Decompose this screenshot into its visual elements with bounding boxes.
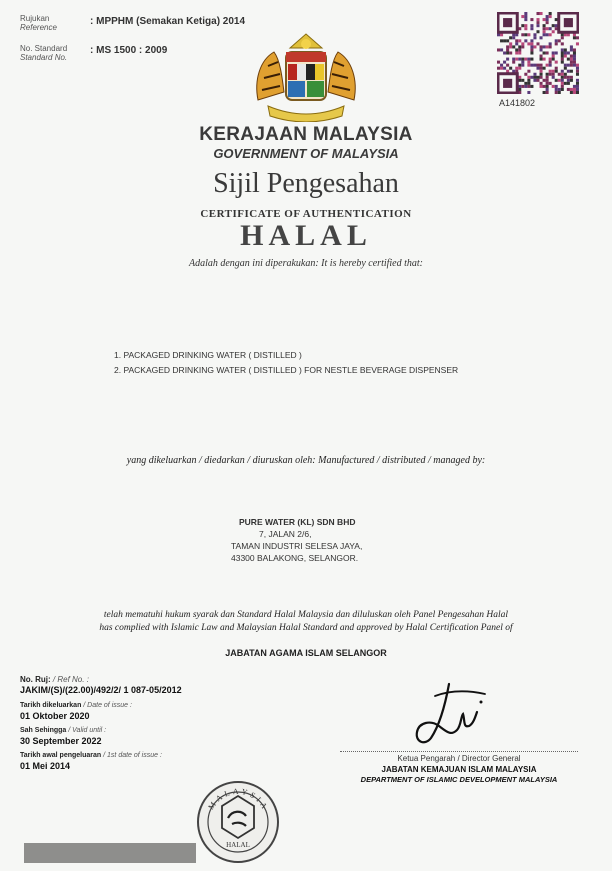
qr-module — [555, 42, 558, 45]
qr-module — [512, 58, 515, 61]
certificate-title-ms: Sijil Pengesahan — [213, 168, 399, 199]
qr-module — [527, 91, 530, 94]
qr-module — [524, 82, 527, 85]
qr-module — [512, 61, 515, 64]
qr-module — [552, 85, 555, 88]
qr-module — [515, 67, 518, 70]
qr-module — [506, 48, 509, 51]
qr-module — [576, 91, 579, 94]
qr-module — [521, 85, 524, 88]
valid-until: 30 September 2022 — [20, 736, 102, 746]
compliance-statement: telah mematuhi hukum syarak dan Standard Halal Malaysia dan diluluskan oleh Panel Pengesahan Halal has complied with Islamic Law and Malaysian Halal Standard and approved by Halal Certification Panel of — [99, 610, 513, 633]
qr-module — [561, 55, 564, 58]
ref-number: JAKIM/(S)/(22.00)/492/2/ 1 087-05/2012 — [20, 685, 182, 695]
certify-line: Adalah dengan ini diperakukan: It is hereby certified that: — [188, 258, 424, 269]
qr-module — [543, 85, 546, 88]
qr-module — [567, 82, 570, 85]
qr-module — [536, 18, 539, 21]
qr-module — [576, 73, 579, 76]
qr-module — [561, 61, 564, 64]
qr-module — [576, 79, 579, 82]
qr-module — [521, 15, 524, 18]
qr-module — [552, 70, 555, 73]
qr-module — [503, 39, 506, 42]
qr-module — [524, 15, 527, 18]
certificate-title-en: CERTIFICATE OF AUTHENTICATION — [200, 208, 412, 220]
qr-module — [573, 48, 576, 51]
qr-module — [533, 45, 536, 48]
qr-module — [536, 24, 539, 27]
qr-module — [533, 79, 536, 82]
qr-module — [524, 12, 527, 15]
qr-module — [561, 58, 564, 61]
qr-module — [521, 64, 524, 67]
qr-module — [530, 85, 533, 88]
qr-module — [570, 58, 573, 61]
footer-bar — [24, 843, 196, 863]
halal-title: HALAL — [240, 219, 372, 252]
qr-module — [567, 88, 570, 91]
qr-module — [536, 42, 539, 45]
qr-module — [543, 33, 546, 36]
qr-module — [570, 48, 573, 51]
qr-module — [500, 39, 503, 42]
company-block — [231, 516, 362, 564]
qr-module — [540, 64, 543, 67]
qr-module — [521, 24, 524, 27]
qr-module — [570, 55, 573, 58]
qr-module — [549, 70, 552, 73]
qr-module — [533, 36, 536, 39]
qr-module — [549, 42, 552, 45]
qr-module — [527, 33, 530, 36]
qr-module — [506, 64, 509, 67]
qr-module — [561, 85, 564, 88]
qr-module — [536, 64, 539, 67]
qr-module — [512, 36, 515, 39]
qr-module — [518, 51, 521, 54]
qr-module — [546, 21, 549, 24]
qr-module — [543, 45, 546, 48]
qr-module — [546, 85, 549, 88]
qr-module — [570, 88, 573, 91]
qr-module — [570, 79, 573, 82]
rujukan-label: Rujukan Reference — [20, 14, 57, 32]
qr-serial: A141802 — [499, 98, 536, 108]
qr-module — [546, 27, 549, 30]
qr-module — [546, 51, 549, 54]
qr-module — [521, 61, 524, 64]
qr-module — [512, 45, 515, 48]
date-of-issue: 01 Oktober 2020 — [20, 711, 90, 721]
qr-module — [570, 70, 573, 73]
qr-module — [549, 58, 552, 61]
qr-module — [555, 79, 558, 82]
qr-module — [573, 61, 576, 64]
qr-module — [561, 79, 564, 82]
qr-module — [536, 76, 539, 79]
qr-module — [540, 67, 543, 70]
qr-module — [552, 51, 555, 54]
qr-module — [540, 55, 543, 58]
qr-module — [518, 58, 521, 61]
qr-module — [543, 24, 546, 27]
qr-module — [530, 39, 533, 42]
halal-logo-word: HALAL — [226, 841, 250, 849]
qr-module — [527, 79, 530, 82]
qr-module — [527, 58, 530, 61]
signatory-dept-en: DEPARTMENT OF ISLAMIC DEVELOPMENT MALAYSIA — [360, 775, 558, 784]
qr-module — [552, 55, 555, 58]
qr-module — [564, 82, 567, 85]
qr-module — [555, 70, 558, 73]
qr-module — [570, 61, 573, 64]
qr-module — [546, 64, 549, 67]
company-name: PURE WATER (KL) SDN BHD — [239, 517, 356, 527]
qr-module — [540, 48, 543, 51]
qr-module — [573, 64, 576, 67]
gov-title-ms: KERAJAAN MALAYSIA — [199, 124, 413, 145]
qr-module — [503, 61, 506, 64]
qr-module — [555, 67, 558, 70]
signatory-title: Ketua Pengarah / Director General — [397, 754, 521, 763]
halal-logo-ring-text: MALAYSIA — [206, 786, 271, 813]
qr-module — [546, 15, 549, 18]
qr-module — [546, 18, 549, 21]
qr-module — [573, 88, 576, 91]
qr-module — [515, 48, 518, 51]
qr-module — [533, 33, 536, 36]
qr-module — [543, 30, 546, 33]
qr-module — [540, 73, 543, 76]
qr-module — [503, 67, 506, 70]
qr-module — [573, 85, 576, 88]
qr-module — [564, 67, 567, 70]
qr-module — [546, 45, 549, 48]
qr-module — [576, 70, 579, 73]
qr-module — [509, 45, 512, 48]
director-signature — [405, 676, 505, 748]
qr-module — [497, 67, 500, 70]
qr-module — [527, 64, 530, 67]
coat-of-arms-emblem — [250, 30, 362, 122]
qr-module — [533, 73, 536, 76]
qr-module — [521, 45, 524, 48]
qr-module — [540, 12, 543, 15]
qr-module — [561, 76, 564, 79]
qr-module — [518, 64, 521, 67]
qr-module — [555, 61, 558, 64]
qr-code — [497, 12, 579, 94]
qr-module — [536, 30, 539, 33]
qr-module — [552, 30, 555, 33]
qr-module — [561, 88, 564, 91]
product-list — [114, 348, 458, 378]
certificate-details: No. Ruj: / Ref No. : JAKIM/(S)/(22.00)/492/2/ 1 087-05/2012 Tarikh dikeluarkan / Date of issue : 01 Oktober 2020 Sah Sehingga / Valid until : 30 September 2022 Tarikh awal pengeluaran / 1st date of issue : 01 Mei 2014 — [20, 675, 182, 771]
qr-module — [515, 42, 518, 45]
qr-module — [552, 24, 555, 27]
qr-module — [521, 58, 524, 61]
qr-module — [549, 64, 552, 67]
qr-module — [521, 33, 524, 36]
qr-module — [530, 76, 533, 79]
qr-module — [573, 58, 576, 61]
qr-module — [506, 39, 509, 42]
qr-module — [561, 42, 564, 45]
qr-module — [576, 85, 579, 88]
qr-module — [515, 58, 518, 61]
qr-module — [524, 18, 527, 21]
qr-module — [509, 51, 512, 54]
qr-module — [558, 79, 561, 82]
standard-label: No. Standard Standard No. — [20, 44, 68, 62]
qr-module — [527, 42, 530, 45]
qr-finder-center — [503, 79, 512, 88]
qr-module — [533, 76, 536, 79]
company-address-line: TAMAN INDUSTRI SELESA JAYA, — [231, 541, 363, 551]
qr-module — [540, 45, 543, 48]
qr-module — [543, 58, 546, 61]
qr-module — [524, 39, 527, 42]
approving-authority: JABATAN AGAMA ISLAM SELANGOR — [225, 648, 387, 658]
first-date-of-issue: 01 Mei 2014 — [20, 761, 71, 771]
qr-module — [564, 55, 567, 58]
qr-module — [527, 85, 530, 88]
qr-module — [564, 73, 567, 76]
qr-module — [558, 88, 561, 91]
product-item: 1. PACKAGED DRINKING WATER ( DISTILLED ) — [114, 350, 302, 360]
qr-module — [524, 58, 527, 61]
qr-module — [543, 79, 546, 82]
qr-module — [497, 61, 500, 64]
product-item: 2. PACKAGED DRINKING WATER ( DISTILLED ) FOR NESTLE BEVERAGE DISPENSER — [114, 365, 459, 375]
qr-module — [564, 76, 567, 79]
qr-module — [518, 45, 521, 48]
qr-module — [561, 36, 564, 39]
qr-module — [549, 73, 552, 76]
signature-line — [340, 751, 578, 752]
qr-module — [555, 88, 558, 91]
qr-module — [576, 42, 579, 45]
qr-module — [546, 79, 549, 82]
qr-module — [573, 55, 576, 58]
qr-module — [543, 51, 546, 54]
qr-module — [518, 39, 521, 42]
qr-module — [543, 67, 546, 70]
company-address-line: 43300 BALAKONG, SELANGOR. — [231, 553, 359, 563]
qr-module — [558, 39, 561, 42]
qr-module — [506, 45, 509, 48]
qr-module — [552, 73, 555, 76]
qr-module — [549, 33, 552, 36]
qr-module — [509, 42, 512, 45]
qr-module — [564, 48, 567, 51]
qr-module — [549, 15, 552, 18]
qr-module — [524, 27, 527, 30]
qr-module — [530, 24, 533, 27]
qr-module — [509, 36, 512, 39]
qr-module — [549, 12, 552, 15]
qr-module — [555, 85, 558, 88]
qr-module — [530, 45, 533, 48]
qr-module — [561, 73, 564, 76]
qr-module — [555, 39, 558, 42]
qr-module — [506, 51, 509, 54]
qr-module — [530, 58, 533, 61]
qr-module — [518, 48, 521, 51]
qr-module — [521, 79, 524, 82]
qr-module — [500, 64, 503, 67]
qr-module — [527, 82, 530, 85]
qr-module — [561, 82, 564, 85]
qr-module — [497, 48, 500, 51]
qr-module — [530, 51, 533, 54]
qr-module — [555, 91, 558, 94]
qr-module — [576, 88, 579, 91]
qr-module — [552, 58, 555, 61]
qr-module — [564, 51, 567, 54]
qr-module — [567, 70, 570, 73]
qr-module — [576, 36, 579, 39]
qr-module — [558, 73, 561, 76]
company-address-line: 7, JALAN 2/6, — [259, 529, 312, 539]
issued-by-line: yang dikeluarkan / diedarkan / diuruskan oleh: Manufactured / distributed / managed by: — [126, 455, 486, 466]
qr-module — [576, 67, 579, 70]
qr-module — [530, 27, 533, 30]
qr-module — [549, 27, 552, 30]
qr-module — [564, 64, 567, 67]
qr-module — [540, 36, 543, 39]
qr-module — [540, 76, 543, 79]
qr-finder-center — [503, 18, 512, 27]
qr-module — [549, 82, 552, 85]
qr-module — [546, 33, 549, 36]
qr-module — [555, 51, 558, 54]
qr-module — [527, 70, 530, 73]
qr-module — [570, 45, 573, 48]
qr-module — [500, 48, 503, 51]
qr-module — [543, 18, 546, 21]
qr-module — [518, 67, 521, 70]
qr-module — [536, 21, 539, 24]
qr-module — [546, 73, 549, 76]
qr-module — [509, 67, 512, 70]
qr-module — [567, 58, 570, 61]
qr-module — [530, 48, 533, 51]
qr-module — [533, 64, 536, 67]
qr-module — [540, 82, 543, 85]
qr-module — [573, 91, 576, 94]
qr-module — [561, 48, 564, 51]
standard-value: : MS 1500 : 2009 — [90, 45, 168, 56]
qr-module — [549, 61, 552, 64]
qr-module — [546, 76, 549, 79]
qr-module — [536, 67, 539, 70]
qr-module — [524, 33, 527, 36]
gov-title-en: GOVERNMENT OF MALAYSIA — [213, 146, 399, 161]
qr-module — [540, 70, 543, 73]
qr-module — [570, 91, 573, 94]
qr-module — [546, 82, 549, 85]
qr-module — [530, 64, 533, 67]
qr-module — [524, 24, 527, 27]
qr-module — [567, 64, 570, 67]
qr-module — [524, 85, 527, 88]
qr-module — [530, 18, 533, 21]
signatory-dept-ms: JABATAN KEMAJUAN ISLAM MALAYSIA — [381, 765, 537, 774]
qr-module — [552, 76, 555, 79]
qr-module — [570, 64, 573, 67]
qr-module — [536, 79, 539, 82]
qr-module — [546, 88, 549, 91]
qr-module — [500, 67, 503, 70]
qr-module — [549, 45, 552, 48]
qr-module — [576, 82, 579, 85]
qr-module — [561, 51, 564, 54]
halal-logo — [196, 780, 280, 864]
qr-module — [561, 70, 564, 73]
qr-module — [567, 76, 570, 79]
qr-module — [573, 51, 576, 54]
qr-module — [573, 36, 576, 39]
qr-module — [543, 27, 546, 30]
qr-module — [530, 42, 533, 45]
qr-module — [567, 79, 570, 82]
qr-module — [521, 42, 524, 45]
rujukan-value: : MPPHM (Semakan Ketiga) 2014 — [90, 16, 246, 27]
qr-module — [540, 85, 543, 88]
qr-module — [506, 58, 509, 61]
qr-module — [570, 76, 573, 79]
qr-module — [515, 39, 518, 42]
qr-module — [540, 58, 543, 61]
qr-module — [546, 91, 549, 94]
qr-module — [558, 91, 561, 94]
qr-module — [515, 51, 518, 54]
qr-module — [527, 61, 530, 64]
qr-module — [543, 91, 546, 94]
qr-module — [503, 51, 506, 54]
qr-module — [524, 73, 527, 76]
qr-module — [536, 12, 539, 15]
qr-finder-center — [564, 18, 573, 27]
qr-module — [576, 64, 579, 67]
qr-module — [567, 51, 570, 54]
qr-module — [527, 76, 530, 79]
